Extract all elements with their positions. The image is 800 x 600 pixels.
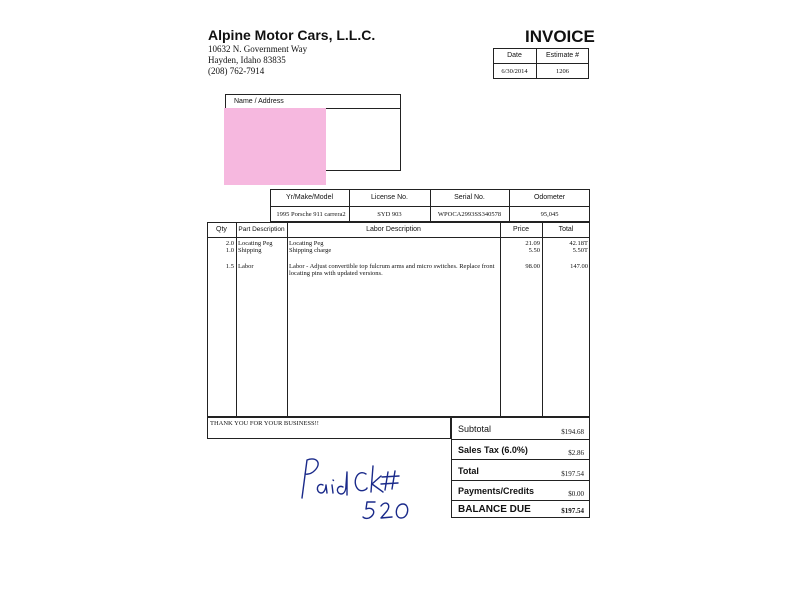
vehicle-header-license: License No.	[371, 194, 408, 201]
subtotal-value: $194.68	[561, 428, 584, 436]
payments-value: $0.00	[568, 490, 584, 498]
vehicle-license: SYD 903	[377, 211, 402, 218]
company-name: Alpine Motor Cars, L.L.C.	[208, 27, 376, 43]
row-1-labor: Locating Peg	[289, 240, 324, 247]
vehicle-serial: WPOCA2993SS340578	[437, 211, 502, 218]
row-1-qty: 2.0	[225, 240, 234, 247]
company-phone: (208) 762-7914	[208, 66, 265, 76]
col-header-qty: Qty	[216, 226, 227, 233]
total-value: $197.54	[561, 470, 584, 478]
col-header-labor: Labor Description	[366, 226, 421, 233]
row-3-part: Labor	[238, 263, 254, 270]
col-header-price: Price	[513, 226, 529, 233]
row-2-labor: Shipping charge	[289, 247, 332, 254]
estimate-number: 1206	[556, 68, 569, 75]
row-2-total: 5.50T	[572, 247, 588, 254]
vehicle-header-serial: Serial No.	[454, 194, 485, 201]
sales-tax-label: Sales Tax (6.0%)	[458, 445, 528, 455]
invoice-date: 6/30/2014	[501, 68, 528, 75]
estimate-label: Estimate #	[545, 52, 580, 59]
sales-tax-value: $2.86	[568, 449, 584, 457]
total-label: Total	[458, 466, 479, 476]
invoice-title: INVOICE	[525, 27, 595, 46]
col-header-part: Part Description	[238, 226, 285, 233]
row-2-part: Shipping	[238, 247, 262, 254]
thank-you-message: THANK YOU FOR YOUR BUSINESS!!	[210, 420, 319, 427]
row-2-qty: 1.0	[225, 247, 234, 254]
vehicle-model: 1995 Porsche 911 carrera2	[276, 211, 346, 218]
vehicle-header-odometer: Odometer	[533, 194, 566, 201]
col-header-total: Total	[558, 226, 574, 233]
company-address-line1: 10632 N. Government Way	[208, 44, 308, 54]
redacted-address	[224, 108, 326, 185]
date-label: Date	[507, 52, 522, 59]
balance-due-value: $197.54	[561, 507, 584, 515]
row-3-price: 98.00	[525, 263, 540, 270]
row-3-total: 147.00	[570, 263, 588, 270]
name-address-label: Name / Address	[234, 98, 284, 105]
company-address-line2: Hayden, Idaho 83835	[208, 55, 286, 65]
row-1-price: 21.09	[525, 240, 540, 247]
subtotal-label: Subtotal	[458, 424, 492, 434]
row-1-total: 42.18T	[569, 240, 588, 247]
vehicle-header-model: Yr/Make/Model	[285, 194, 334, 201]
row-1-part: Locating Peg	[238, 240, 273, 247]
balance-due-label: BALANCE DUE	[458, 504, 531, 515]
payments-label: Payments/Credits	[458, 486, 535, 496]
row-2-price: 5.50	[528, 247, 540, 254]
handwritten-note-signature	[295, 452, 420, 522]
row-3-qty: 1.5	[225, 263, 234, 270]
row-3-labor: Labor - Adjust convertible top fulcrum arms and micro switches. Replace front locating pins with updated versions.	[289, 263, 495, 277]
vehicle-odometer: 95,045	[540, 211, 559, 218]
